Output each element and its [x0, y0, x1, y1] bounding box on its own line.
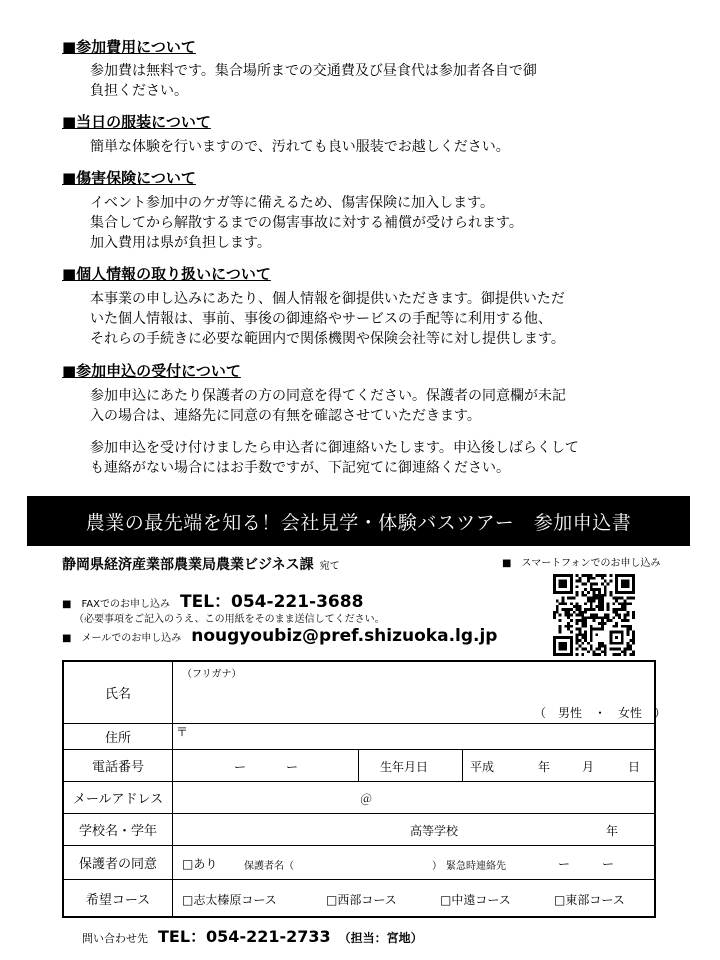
form-row-school — [64, 814, 654, 846]
section-text: イベント参加中のケガ等に備えるため、傷害保険に加入します。 — [90, 195, 495, 211]
section-heading-privacy: ■個人情報の取り扱いについて — [62, 265, 271, 283]
divider — [462, 750, 463, 781]
form-label-phone: 電話番号 — [64, 750, 173, 781]
qr-code-icon[interactable] — [553, 574, 635, 656]
form-label-address: 住所 — [64, 724, 173, 749]
section-text: 本事業の申し込みにあたり、個人情報を御提供いただきます。御提供いただ — [90, 291, 565, 307]
furigana-label: （フリガナ） — [182, 669, 242, 680]
fax-contact — [62, 587, 363, 612]
section-text: 参加費は無料です。集合場所までの交通費及び昼食代は参加者各自で御 — [90, 63, 537, 79]
at-mark: ＠ — [360, 792, 373, 806]
postal-mark: 〒 — [176, 725, 189, 739]
section-text: 集合してから解散するまでの傷害事故に対する補償が受けられます。 — [90, 215, 523, 231]
form-title-banner: 農業の最先端を知る！会社見学・体験バスツアー 参加申込書 — [27, 496, 690, 546]
address-field[interactable] — [174, 724, 654, 749]
section-text: 簡単な体験を行いますので、汚れても良い服装でお越しください。 — [90, 139, 510, 155]
section-heading-application: ■参加申込の受付について — [62, 362, 241, 380]
section-text: も連絡がない場合にはお手数ですが、下記宛てに御連絡ください。 — [90, 460, 510, 476]
section-text: それらの手続きに必要な範囲内で関係機関や保険会社等に対し提供します。 — [90, 331, 565, 347]
month-label: 月 — [582, 760, 595, 774]
form-row-name — [64, 662, 667, 724]
gender-choice[interactable]: （ 男性 ・ 女性 ） — [534, 706, 667, 720]
era-label: 平成 — [470, 760, 495, 774]
form-label-consent: 保護者の同意 — [64, 846, 173, 879]
section-heading-fee: ■参加費用について — [62, 38, 196, 56]
section-heading-insurance: ■傷害保険について — [62, 169, 196, 187]
birth-label: 生年月日 — [380, 760, 429, 774]
form-label-course: 希望コース — [64, 880, 173, 916]
grade-suffix: 年 — [606, 824, 619, 838]
section-text: いた個人情報は、事前、事後の御連絡やサービスの手配等に利用する他、 — [90, 311, 552, 327]
school-suffix: 高等学校 — [410, 824, 459, 838]
emergency-contact-field[interactable] — [512, 850, 652, 876]
form-row-address — [64, 724, 654, 750]
destination — [62, 554, 340, 574]
section-heading-clothing: ■当日の服装について — [62, 113, 211, 131]
emergency-label: 緊急時連絡先 — [446, 861, 506, 872]
form-row-course — [64, 880, 654, 916]
section-text: 参加申込にあたり保護者の方の同意を得てください。保護者の同意欄が未記 — [90, 388, 566, 404]
form-row-phone — [64, 750, 654, 782]
section-text: 入の場合は、連絡先に同意の有無を確認させていただきます。 — [90, 408, 481, 424]
contact-number[interactable]: TEL：054-221-2733 — [158, 927, 331, 946]
phone-dash: ー — [234, 760, 247, 774]
fax-number[interactable]: TEL：054-221-3688 — [179, 592, 364, 612]
mail-contact — [62, 626, 497, 646]
guardian-label: 保護者名（ — [244, 861, 294, 872]
emergency-dash: ー — [558, 857, 571, 871]
divider — [358, 750, 359, 781]
consent-checkbox[interactable]: □あり — [182, 857, 218, 871]
year-label: 年 — [538, 760, 551, 774]
guardian-close: ） — [432, 861, 442, 872]
email-field[interactable] — [174, 782, 654, 813]
contact-info — [82, 924, 423, 947]
destination-name: 静岡県経済産業部農業局農業ビジネス課 — [62, 557, 314, 573]
section-text: 加入費用は県が負担します。 — [90, 235, 271, 251]
course-option-chuen[interactable]: □中遠コース — [440, 893, 511, 907]
contact-label: 問い合わせ先 — [82, 932, 148, 945]
course-option-seibu[interactable]: □西部コース — [326, 893, 397, 907]
guardian-name-field[interactable] — [306, 850, 426, 876]
mail-address[interactable]: nougyoubiz@pref.shizuoka.lg.jp — [191, 626, 498, 646]
form-label-school: 学校名・学年 — [64, 814, 173, 845]
contact-person: （担当：宮地） — [338, 931, 423, 945]
course-option-tobu[interactable]: □東部コース — [554, 893, 625, 907]
phone-field[interactable] — [174, 750, 358, 781]
course-option-shidahaibara[interactable]: □志太榛原コース — [182, 893, 277, 907]
form-label-email: メールアドレス — [64, 782, 173, 813]
form-label-name: 氏名 — [64, 662, 173, 723]
form-row-consent — [64, 846, 654, 880]
application-form — [62, 660, 667, 918]
day-label: 日 — [628, 760, 641, 774]
mail-label: ■ メールでのお申し込み — [62, 633, 182, 644]
fax-label: ■ FAXでのお申し込み — [62, 599, 170, 610]
section-text: 負担ください。 — [90, 83, 188, 99]
section-text: 参加申込を受け付けましたら申込者に御連絡いたします。申込後しばらくして — [90, 440, 579, 456]
form-row-email — [64, 782, 654, 814]
phone-dash: ー — [286, 760, 299, 774]
emergency-dash: ー — [602, 857, 615, 871]
fax-note: （必要事項をご記入のうえ、この用紙をそのまま送信してください。 — [74, 614, 385, 625]
destination-suffix: 宛て — [319, 561, 340, 572]
qr-label: ■ スマートフォンでのお申し込み — [502, 558, 661, 569]
